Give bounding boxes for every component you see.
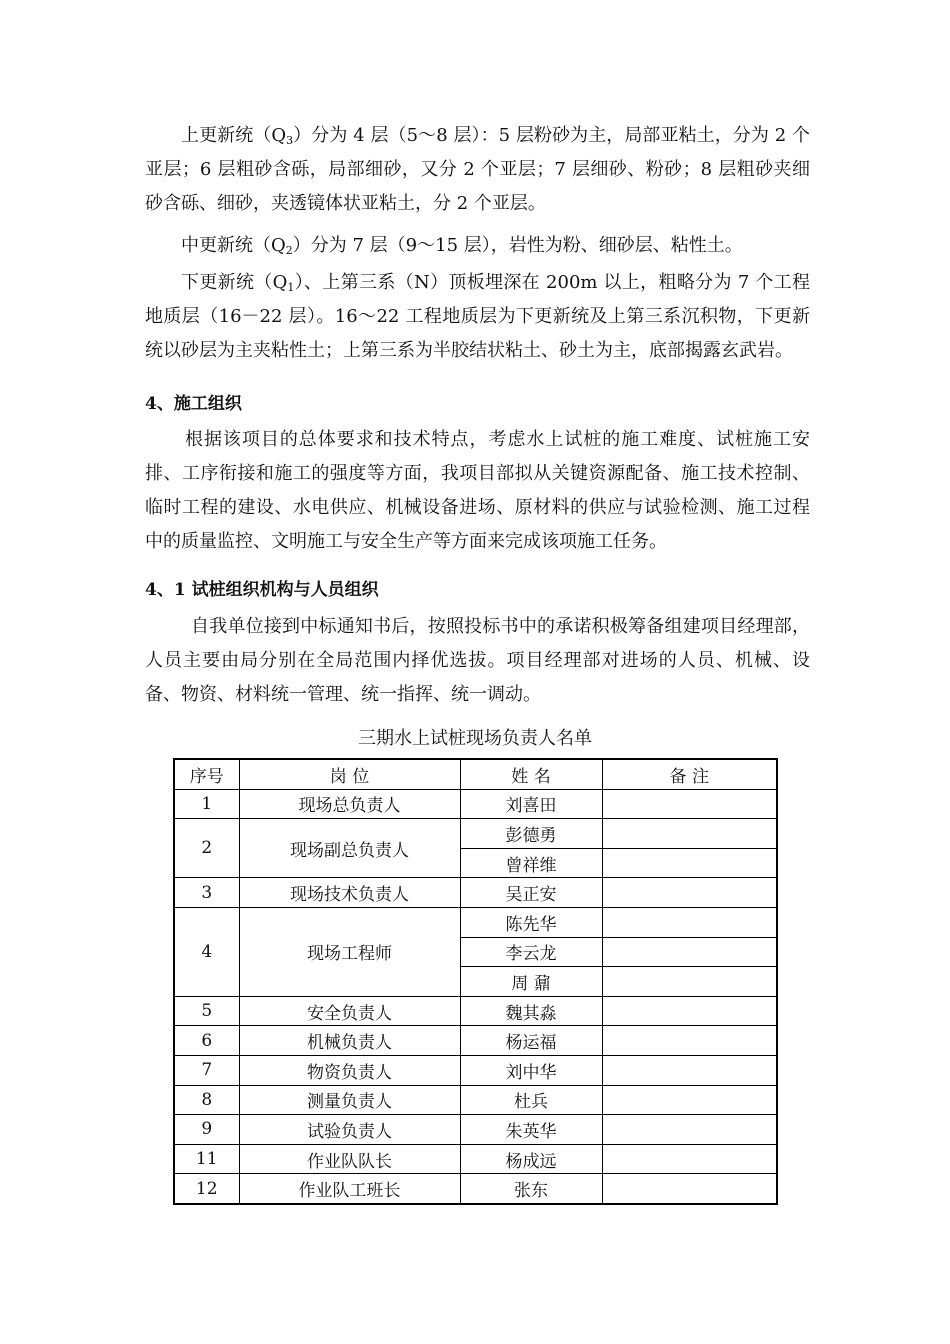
cell-name: 杨运福	[460, 1026, 602, 1056]
table-row	[174, 1144, 777, 1174]
cell-post: 安全负责人	[239, 996, 460, 1026]
cell-post: 现场技术负责人	[239, 878, 460, 908]
cell-remarks	[602, 789, 777, 819]
cell-number: 6	[174, 1026, 239, 1056]
table-row	[174, 907, 777, 937]
cell-name: 张东	[460, 1174, 602, 1204]
cell-remarks	[602, 1115, 777, 1145]
cell-remarks	[602, 1174, 777, 1204]
cell-name: 曾祥维	[460, 848, 602, 878]
paragraph-personnel-body: 自我单位接到中标通知书后，按照投标书中的承诺积极筹备组建项目经理部，人员主要由局分别在全局范围内择优选拔。项目经理部对进场的人员、机械、设备、物资、材料统一管理、统一指挥、统一调动。	[145, 616, 810, 705]
cell-remarks	[602, 819, 777, 849]
cell-name: 刘喜田	[460, 789, 602, 819]
table-header-row	[174, 759, 777, 789]
heading-personnel-organization: 4、1 试桩组织机构与人员组织	[145, 580, 379, 600]
cell-name: 刘中华	[460, 1055, 602, 1085]
cell-number: 12	[174, 1174, 239, 1204]
cell-name: 彭德勇	[460, 819, 602, 849]
cell-post: 试验负责人	[239, 1115, 460, 1145]
table-row	[174, 878, 777, 908]
cell-name: 陈先华	[460, 907, 602, 937]
cell-remarks	[602, 907, 777, 937]
cell-number: 5	[174, 996, 239, 1026]
cell-post: 作业队工班长	[239, 1174, 460, 1204]
cell-remarks	[602, 967, 777, 997]
cell-remarks	[602, 1055, 777, 1085]
cell-number: 4	[174, 907, 239, 996]
cell-name: 朱英华	[460, 1115, 602, 1145]
table-row	[174, 1055, 777, 1085]
cell-remarks	[602, 937, 777, 967]
cell-number: 8	[174, 1085, 239, 1115]
cell-name: 吴正安	[460, 878, 602, 908]
cell-post: 机械负责人	[239, 1026, 460, 1056]
header-name: 姓 名	[460, 759, 602, 789]
table-caption: 三期水上试桩现场负责人名单	[358, 728, 592, 749]
cell-number: 2	[174, 819, 239, 878]
personnel-table	[173, 758, 778, 1205]
cell-remarks	[602, 1085, 777, 1115]
header-number: 序号	[174, 759, 239, 789]
cell-name: 魏其淼	[460, 996, 602, 1026]
cell-remarks	[602, 1144, 777, 1174]
table-row	[174, 789, 777, 819]
table-row	[174, 1085, 777, 1115]
cell-post: 现场副总负责人	[239, 819, 460, 878]
cell-name: 杜兵	[460, 1085, 602, 1115]
cell-number: 11	[174, 1144, 239, 1174]
paragraph-middle-pleistocene: 中更新统$(Q_2)$分为 7 层（9～15 层），岩性为粉、细砂层、粘性土。	[181, 235, 743, 257]
cell-post: 测量负责人	[239, 1085, 460, 1115]
cell-post: 现场工程师	[239, 907, 460, 996]
cell-post: 物资负责人	[239, 1055, 460, 1085]
cell-name: 周 鼐	[460, 967, 602, 997]
cell-number: 3	[174, 878, 239, 908]
cell-remarks	[602, 878, 777, 908]
cell-number: 7	[174, 1055, 239, 1085]
table-row	[174, 996, 777, 1026]
table-row	[174, 1174, 777, 1204]
cell-number: 9	[174, 1115, 239, 1145]
paragraph-upper-pleistocene: 上更新统$(Q_3)$分为 4 层（5～8 层）：5 层粉砂为主，局部亚粘土，分为 2 个亚层；6 层粗砂含砾，局部细砂，又分 2 个亚层；7 层细砂、粉砂；8 层粗砂夹细砂含砾、细砂，夹透镜体状亚粘土，分 2 个亚层。	[145, 125, 810, 214]
cell-remarks	[602, 1026, 777, 1056]
table-row	[174, 819, 777, 849]
cell-post: 现场总负责人	[239, 789, 460, 819]
cell-remarks	[602, 848, 777, 878]
cell-name: 杨成远	[460, 1144, 602, 1174]
paragraph-organization-body: 根据该项目的总体要求和技术特点，考虑水上试桩的施工难度、试桩施工安排、工序衔接和施工的强度等方面，我项目部拟从关键资源配备、施工技术控制、临时工程的建设、水电供应、机械设备进场、原材料的供应与试验检测、施工过程中的质量监控、文明施工与安全生产等方面来完成该项施工任务。	[145, 429, 810, 552]
paragraph-lower-pleistocene: 下更新统$(Q_1)$、上第三系（N）顶板埋深在 200m 以上，粗略分为 7 个工程地质层（16－22 层）。16～22 工程地质层为下更新统及上第三系沉积物，下更新统以砂层为主夹粘性土；上第三系为半胶结状粘土、砂土为主，底部揭露玄武岩。	[145, 272, 810, 361]
header-remarks: 备 注	[602, 759, 777, 789]
table-row	[174, 1115, 777, 1145]
cell-post: 作业队队长	[239, 1144, 460, 1174]
cell-number: 1	[174, 789, 239, 819]
table-row	[174, 1026, 777, 1056]
heading-construction-organization: 4、施工组织	[145, 394, 242, 414]
cell-remarks	[602, 996, 777, 1026]
cell-name: 李云龙	[460, 937, 602, 967]
header-post: 岗 位	[239, 759, 460, 789]
